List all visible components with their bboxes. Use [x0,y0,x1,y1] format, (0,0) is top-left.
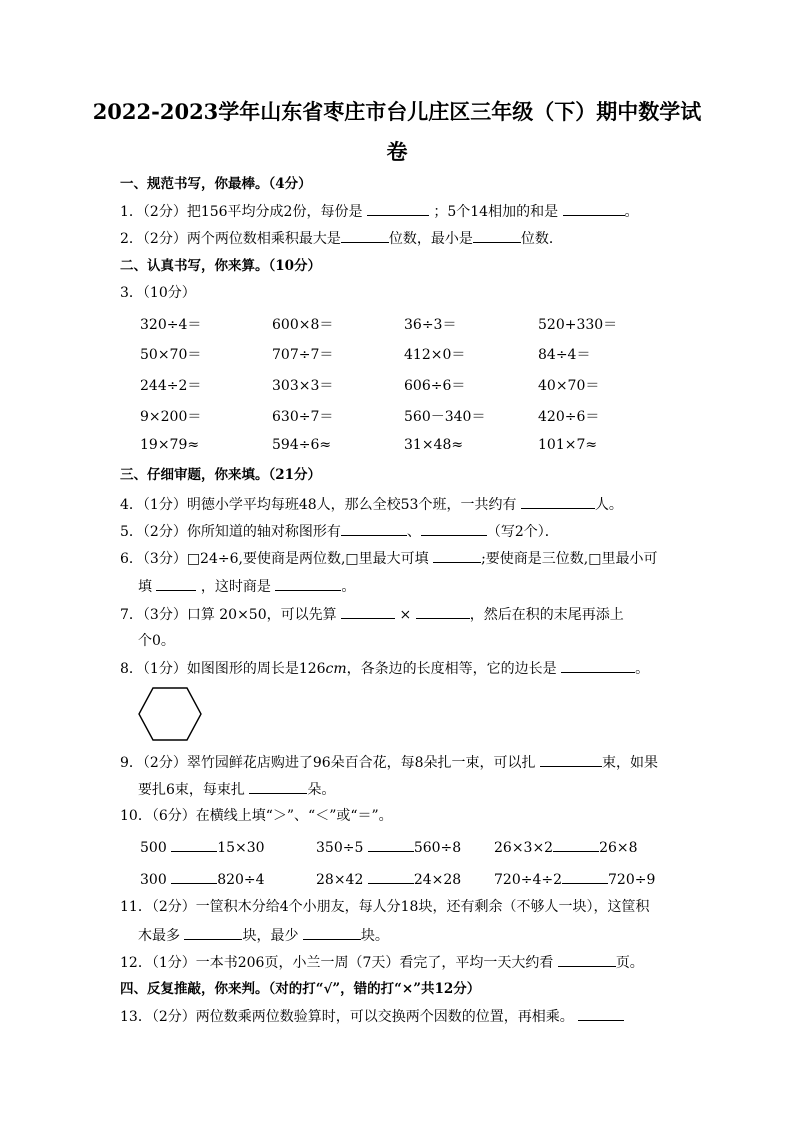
calc-item: 594÷6≈ [272,437,332,453]
calc-item: 707÷7＝ [272,347,334,363]
calc-item: 36÷3＝ [404,317,457,333]
question-4-text-b: 人。 [594,497,623,513]
calc-item: 50×70＝ [140,347,202,363]
question-9-text-d: 朵。 [307,782,336,798]
calc-item: 19×79≈ [140,437,200,453]
compare-item [140,870,265,888]
question-2 [120,229,563,248]
calc-item: 412×0＝ [404,347,466,363]
question-4 [120,495,623,514]
calc-item: 600×8＝ [272,317,334,333]
answer-blank[interactable] [421,522,487,536]
section-4-heading: 四、反复推敲，你来判。（对的打“√”，错的打“×”共12分） [120,981,481,997]
answer-blank[interactable] [303,926,361,940]
section-2-heading: 二、认真书写，你来算。（10分） [120,258,322,274]
question-6-text-b: ;要使商是三位数,□里最小可 [481,551,658,567]
question-11-text-d: 块。 [360,928,389,944]
unit-cm: cm [325,661,347,677]
answer-blank[interactable] [561,659,635,673]
question-8 [120,659,649,678]
question-11-text-b: 木最多 [138,928,180,944]
compare-blank[interactable] [553,838,599,852]
compare-item [494,870,655,888]
question-8-text-c: 。 [635,661,650,677]
calc-item: 84÷4＝ [538,347,591,363]
question-5-text-c: （写2个）． [486,524,559,540]
answer-blank[interactable] [473,229,521,243]
compare-left: 28×42 [316,872,364,888]
answer-blank[interactable] [341,605,395,619]
calc-item: 606÷6＝ [404,378,466,394]
question-7-text-a: 7．（3分）口算 20×50，可以先算 [120,607,337,623]
question-7-continued: 个0。 [138,633,175,649]
answer-blank[interactable] [156,577,196,591]
question-7-text-b: × [399,607,412,623]
question-1 [120,202,639,221]
compare-blank[interactable] [171,838,217,852]
question-12 [120,953,644,972]
answer-blank[interactable] [341,522,407,536]
calc-item: 303×3＝ [272,378,334,394]
question-6-text-d: ，这时商是 [200,579,271,595]
calc-item: 420÷6＝ [538,409,600,425]
question-8-text-a: 8．（1分）如图图形的周长是126 [120,661,326,677]
exam-title-continued: 卷 [386,139,408,164]
question-6-text-c: 填 [138,579,152,595]
compare-item [140,838,265,856]
question-1-text-b: ；5个14相加的和是 [433,204,559,220]
calc-item: 40×70＝ [538,378,600,394]
question-7 [120,605,624,624]
calc-item: 560－340＝ [404,409,486,425]
question-8-text-b: ，各条边的长度相等，它的边长是 [346,661,557,677]
compare-right: 820÷4 [217,872,265,888]
answer-blank[interactable] [578,1007,624,1021]
compare-blank[interactable] [368,838,414,852]
compare-right: 560÷8 [413,840,462,856]
answer-blank[interactable] [433,549,481,563]
question-3: 3．（10分） [120,285,196,301]
question-9-text-b: 束，如果 [602,755,658,771]
question-6-text-e: 。 [341,579,356,595]
question-6 [120,549,657,568]
answer-blank[interactable] [416,605,470,619]
answer-blank[interactable] [184,926,242,940]
section-1-heading: 一、规范书写，你最棒。（4分） [120,176,312,192]
question-9-text-c: 要扎6束，每束扎 [138,782,245,798]
question-11-text-c: 块，最少 [242,928,299,944]
compare-left: 300 [140,872,167,888]
answer-blank[interactable] [367,202,429,216]
compare-blank[interactable] [171,870,217,884]
calc-item: 520+330＝ [538,317,618,333]
exam-title: 2022-2023学年山东省枣庄市台儿庄区三年级（下）期中数学试 [92,99,702,124]
question-12-text-a: 12．（1分）一本书206页，小兰一周（7天）看完了，平均一天大约看 [120,955,554,971]
compare-right: 24×28 [413,872,462,888]
calc-item: 9×200＝ [140,409,202,425]
question-2-text-c: 位数． [520,231,563,247]
question-1-text-a: 1．（2分）把156平均分成2份，每份是 [120,204,363,220]
compare-right: 15×30 [217,840,265,856]
compare-left: 720÷4÷2 [494,872,562,888]
question-6-text-a: 6．（3分）□24÷6,要使商是两位数,□里最大可填 [120,551,429,567]
question-5 [120,522,559,541]
answer-blank[interactable] [558,953,616,967]
calc-item: 31×48≈ [404,437,464,453]
question-13-text: 13．（2分）两位数乘两位数验算时，可以交换两个因数的位置，再相乘。 [120,1009,574,1025]
answer-blank[interactable] [521,495,595,509]
question-2-text-a: 2．（2分）两个两位数相乘积最大是 [120,231,341,247]
hexagon-figure [135,684,205,744]
answer-blank[interactable] [275,577,341,591]
question-5-text-b: 、 [406,524,421,540]
compare-left: 26×3×2 [494,840,554,856]
answer-blank[interactable] [249,780,307,794]
compare-left: 350÷5 [316,840,364,856]
section-3-heading: 三、仔细审题，你来填。（21分） [120,467,322,483]
question-1-text-c: 。 [624,204,639,220]
question-9-continued [138,780,335,799]
question-7-text-c: ，然后在积的末尾再添上 [469,607,624,623]
question-6-continued [138,577,355,596]
calc-item: 244÷2＝ [140,378,202,394]
question-2-text-b: 位数，最小是 [388,231,473,247]
question-4-text-a: 4．（1分）明德小学平均每班48人，那么全校53个班，一共约有 [120,497,517,513]
question-12-text-b: 页。 [615,955,644,971]
calc-item: 320÷4＝ [140,317,202,333]
question-11: 11．（2分）一筐积木分给4个小朋友，每人分18块，还有剩余（不够人一块），这筐积 [120,899,650,915]
question-10: 10．（6分）在横线上填“＞”、“＜”或“＝”。 [120,808,393,824]
compare-right: 26×8 [599,840,638,856]
question-9 [120,753,658,772]
question-11-continued [138,926,389,945]
compare-item [316,838,461,856]
answer-blank[interactable] [341,229,389,243]
compare-blank[interactable] [562,870,608,884]
calc-item: 101×7≈ [538,437,598,453]
answer-blank[interactable] [563,202,625,216]
question-13 [120,1007,624,1026]
compare-right: 720÷9 [608,872,656,888]
calc-item: 630÷7＝ [272,409,334,425]
question-5-text-a: 5．（2分）你所知道的轴对称图形有 [120,524,341,540]
answer-blank[interactable] [540,753,602,767]
compare-blank[interactable] [368,870,414,884]
compare-item [494,838,638,856]
compare-item [316,870,461,888]
compare-left: 500 [140,840,167,856]
question-9-text-a: 9．（2分）翠竹园鲜花店购进了96朵百合花，每8朵扎一束，可以扎 [120,755,536,771]
